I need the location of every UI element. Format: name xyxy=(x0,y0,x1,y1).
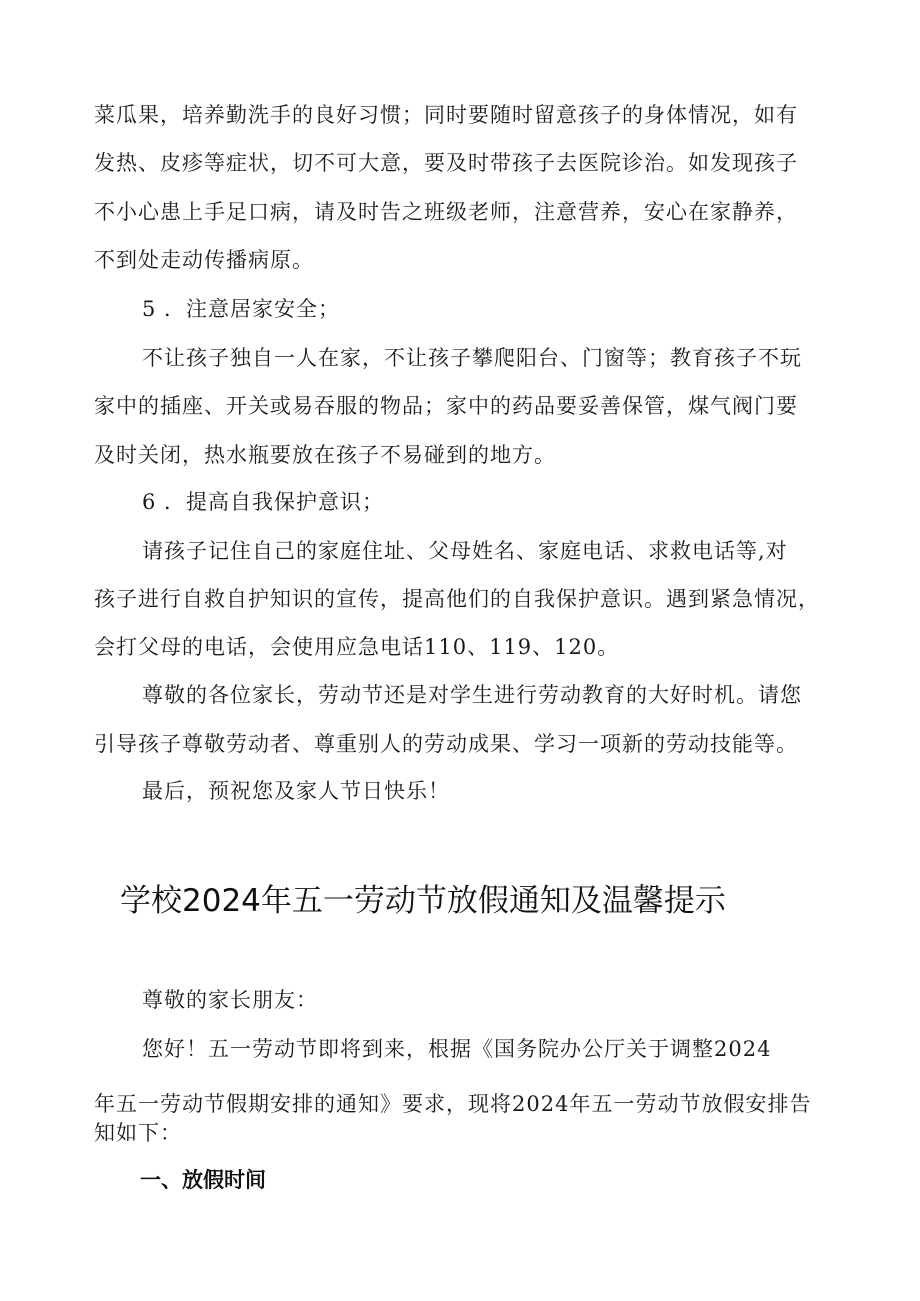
health-paragraph-line-1: 菜瓜果，培养勤洗手的良好习惯；同时要随时留意孩子的身体情况，如有 xyxy=(94,103,798,127)
item-6-title: 6 ．提高自我保护意识； xyxy=(142,490,385,514)
item-5-paragraph-line-2: 家中的插座、开关或易吞服的物品；家中的药品要妥善保管，煤气阀门要 xyxy=(94,394,798,418)
closing-line: 最后，预祝您及家人节日快乐！ xyxy=(142,779,450,803)
item-6-paragraph-line-1: 请孩子记住自己的家庭住址、父母姓名、家庭电话、求救电话等,对 xyxy=(142,539,788,563)
item-5-paragraph-line-1: 不让孩子独自一人在家，不让孩子攀爬阳台、门窗等；教育孩子不玩 xyxy=(142,346,802,370)
labor-paragraph-line-2: 引导孩子尊敬劳动者、尊重别人的劳动成果、学习一项新的劳动技能等。 xyxy=(94,732,798,756)
notice-intro-line-3: 知如下： xyxy=(94,1121,182,1145)
notice-greeting: 尊敬的家长朋友： xyxy=(142,988,318,1012)
item-6-paragraph-line-3: 会打父母的电话，会使用应急电话110、119、120。 xyxy=(94,635,620,659)
health-paragraph-line-4: 不到处走动传播病原。 xyxy=(94,248,314,272)
health-paragraph-line-2: 发热、皮疹等症状，切不可大意，要及时带孩子去医院诊治。如发现孩子 xyxy=(94,151,798,175)
health-paragraph-line-3: 不小心患上手足口病，请及时告之班级老师，注意营养，安心在家静养， xyxy=(94,200,798,224)
notice-title: 学校2024年五一劳动节放假通知及温馨提示 xyxy=(120,883,726,919)
notice-intro-line-2: 年五一劳动节假期安排的通知》要求，现将2024年五一劳动节放假安排告 xyxy=(94,1092,812,1116)
notice-intro-line-1: 您好！五一劳动节即将到来，根据《国务院办公厅关于调整2024 xyxy=(142,1037,772,1061)
section-1-heading: 一、放假时间 xyxy=(140,1168,266,1192)
labor-paragraph-line-1: 尊敬的各位家长，劳动节还是对学生进行劳动教育的大好时机。请您 xyxy=(142,683,802,707)
item-5-title: 5 ．注意居家安全； xyxy=(142,297,341,321)
item-5-paragraph-line-3: 及时关闭，热水瓶要放在孩子不易碰到的地方。 xyxy=(94,443,556,467)
item-6-paragraph-line-2: 孩子进行自救自护知识的宣传，提高他们的自我保护意识。遇到紧急情况， xyxy=(94,587,820,611)
